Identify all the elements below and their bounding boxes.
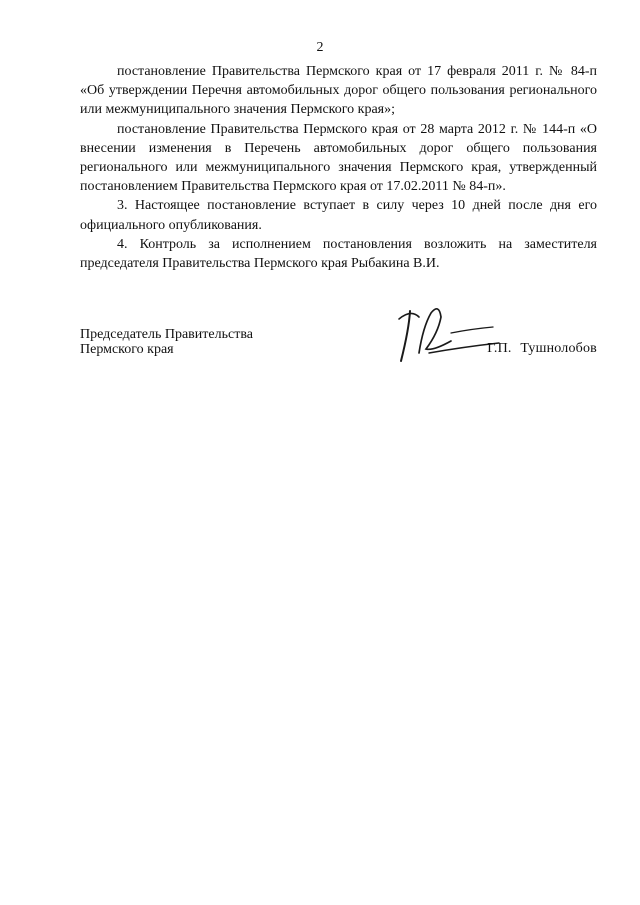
signer-title xyxy=(80,327,253,357)
signature-stroke-vertical xyxy=(401,311,410,361)
document-body xyxy=(80,62,597,273)
paragraph-resolution-84p: постановление Правительства Пермского края от 17 февраля 2011 г. № 84-п «Об утверждении Перечня автомобильных дорог общего пользования регионального или межмуниципального значения Пермского края»; xyxy=(80,64,597,118)
paragraph-effective-date: 3. Настоящее постановление вступает в силу через 10 дней после дня его официального опубликования. xyxy=(80,198,597,233)
page-number: 2 xyxy=(316,40,324,55)
signature-stroke-dash xyxy=(451,327,493,333)
signer-name: Г.П. Тушнолобов xyxy=(487,341,597,356)
signature-stroke-loop xyxy=(419,309,451,353)
signature-block xyxy=(80,327,597,387)
paragraph-control: 4. Контроль за исполнением постановления возложить на заместителя председателя Правительства Пермского края Рыбакина В.И. xyxy=(80,236,597,272)
signer-title-line-2: Пермского края xyxy=(80,342,174,357)
signer-title-line-1: Председатель Правительства xyxy=(80,327,253,342)
handwritten-signature xyxy=(393,305,503,367)
paragraph-resolution-144p: постановление Правительства Пермского края от 28 марта 2012 г. № 144-п «О внесении изменения в Перечень автомобильных дорог общего пользования регионального или межмуниципального значения Пермского края, утвержденный постановлением Правительства Пермского края от 17.02.2011 № 84-п». xyxy=(80,121,597,195)
